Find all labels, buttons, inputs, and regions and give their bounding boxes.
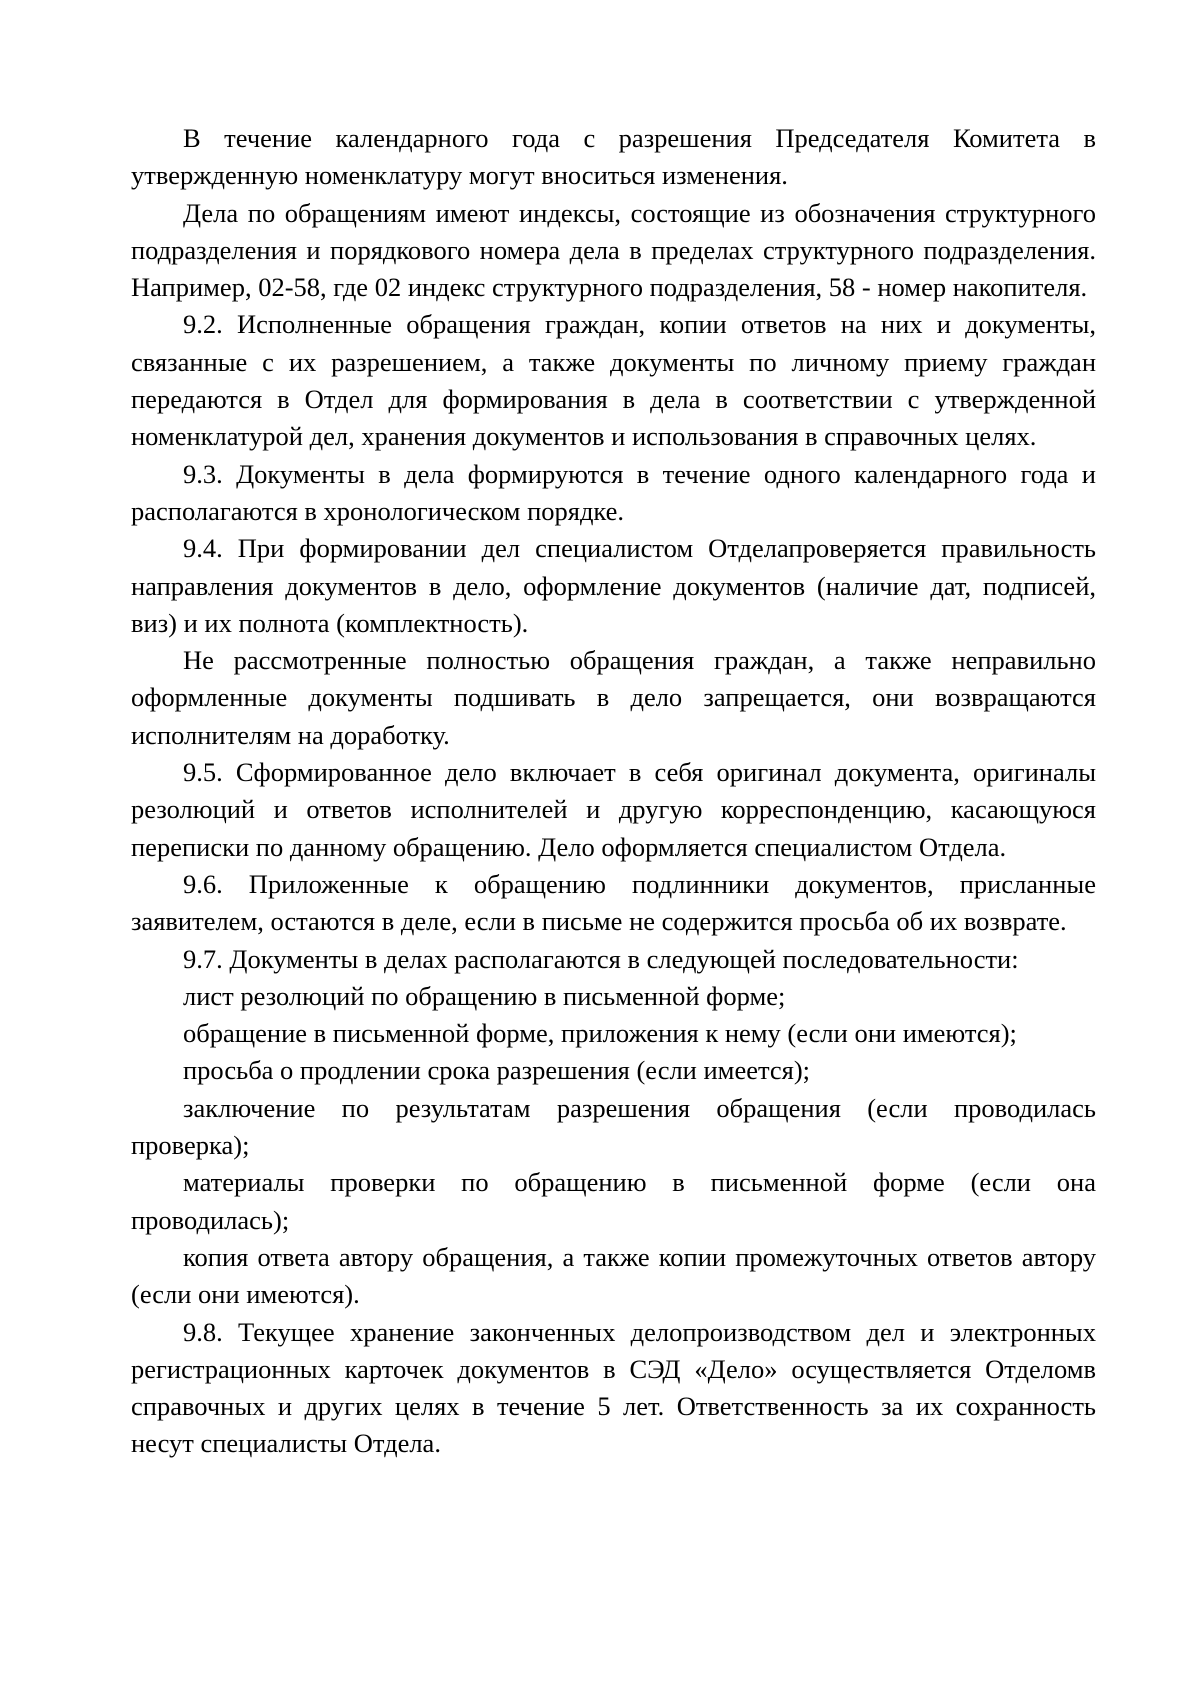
document-body [131, 120, 1096, 1463]
paragraph-9-6: 9.6. Приложенные к обращению подлинники документов, присланные заявителем, остаются в деле, если в письме не содержится просьба об их возврате. [131, 868, 1096, 937]
paragraph-9-3: 9.3. Документы в дела формируются в течение одного календарного года и располагаются в хронологическом порядке. [131, 458, 1096, 526]
paragraph-nomenclature-changes: В течение календарного года с разрешения Председателя Комитета в утвержденную номенклатуру могут вноситься изменения. [131, 123, 1096, 191]
list-item-extension-request: просьба о продлении срока разрешения (если имеется); [183, 1055, 811, 1086]
list-item-resolution-sheet: лист резолюций по обращению в письменной форме; [183, 980, 786, 1011]
paragraph-9-5: 9.5. Сформированное дело включает в себя оригинал документа, оригиналы резолюций и ответов исполнителей и другую корреспонденцию, касающуюся переписки по данному обращению. Дело оформляется специалистом Отдела. [131, 757, 1096, 862]
paragraph-9-7: 9.7. Документы в делах располагаются в следующей последовательности: [183, 943, 1019, 974]
list-item-conclusion: заключение по результатам разрешения обращения (если проводилась проверка); [131, 1092, 1096, 1161]
paragraph-incomplete-appeals: Не рассмотренные полностью обращения граждан, а также неправильно оформленные документы подшивать в дело запрещается, они возвращаются исполнителям на доработку. [131, 645, 1096, 750]
paragraph-case-indexes: Дела по обращениям имеют индексы, состоящие из обозначения структурного подразделения и порядкового номера дела в пределах структурного подразделения. Например, 02-58, где 02 индекс структурного подразделения, 58 - номер накопителя. [131, 197, 1096, 303]
list-item-inspection-materials: материалы проверки по обращению в письменной форме (если она проводилась); [131, 1167, 1096, 1235]
paragraph-9-4: 9.4. При формировании дел специалистом Отделапроверяется правильность направления документов в дело, оформление документов (наличие дат, подписей, виз) и их полнота (комплектность). [131, 533, 1096, 638]
paragraph-9-8: 9.8. Текущее хранение законченных делопроизводством дел и электронных регистрационных карточек документов в СЭД «Дело» осуществляется Отделомв справочных и других целях в течение 5 лет. Ответственность за их сохранность несут специалисты Отдела. [131, 1316, 1096, 1459]
list-item-answer-copy: копия ответа автору обращения, а также копии промежуточных ответов автору (если они имеются). [131, 1241, 1096, 1310]
list-item-written-appeal: обращение в письменной форме, приложения к нему (если они имеются); [183, 1018, 1017, 1049]
paragraph-9-2: 9.2. Исполненные обращения граждан, копии ответов на них и документы, связанные с их разрешением, а также документы по личному приему граждан передаются в Отдел для формирования в дела в соответствии с утвержденной номенклатурой дел, хранения документов и использования в справочных целях. [131, 309, 1096, 452]
